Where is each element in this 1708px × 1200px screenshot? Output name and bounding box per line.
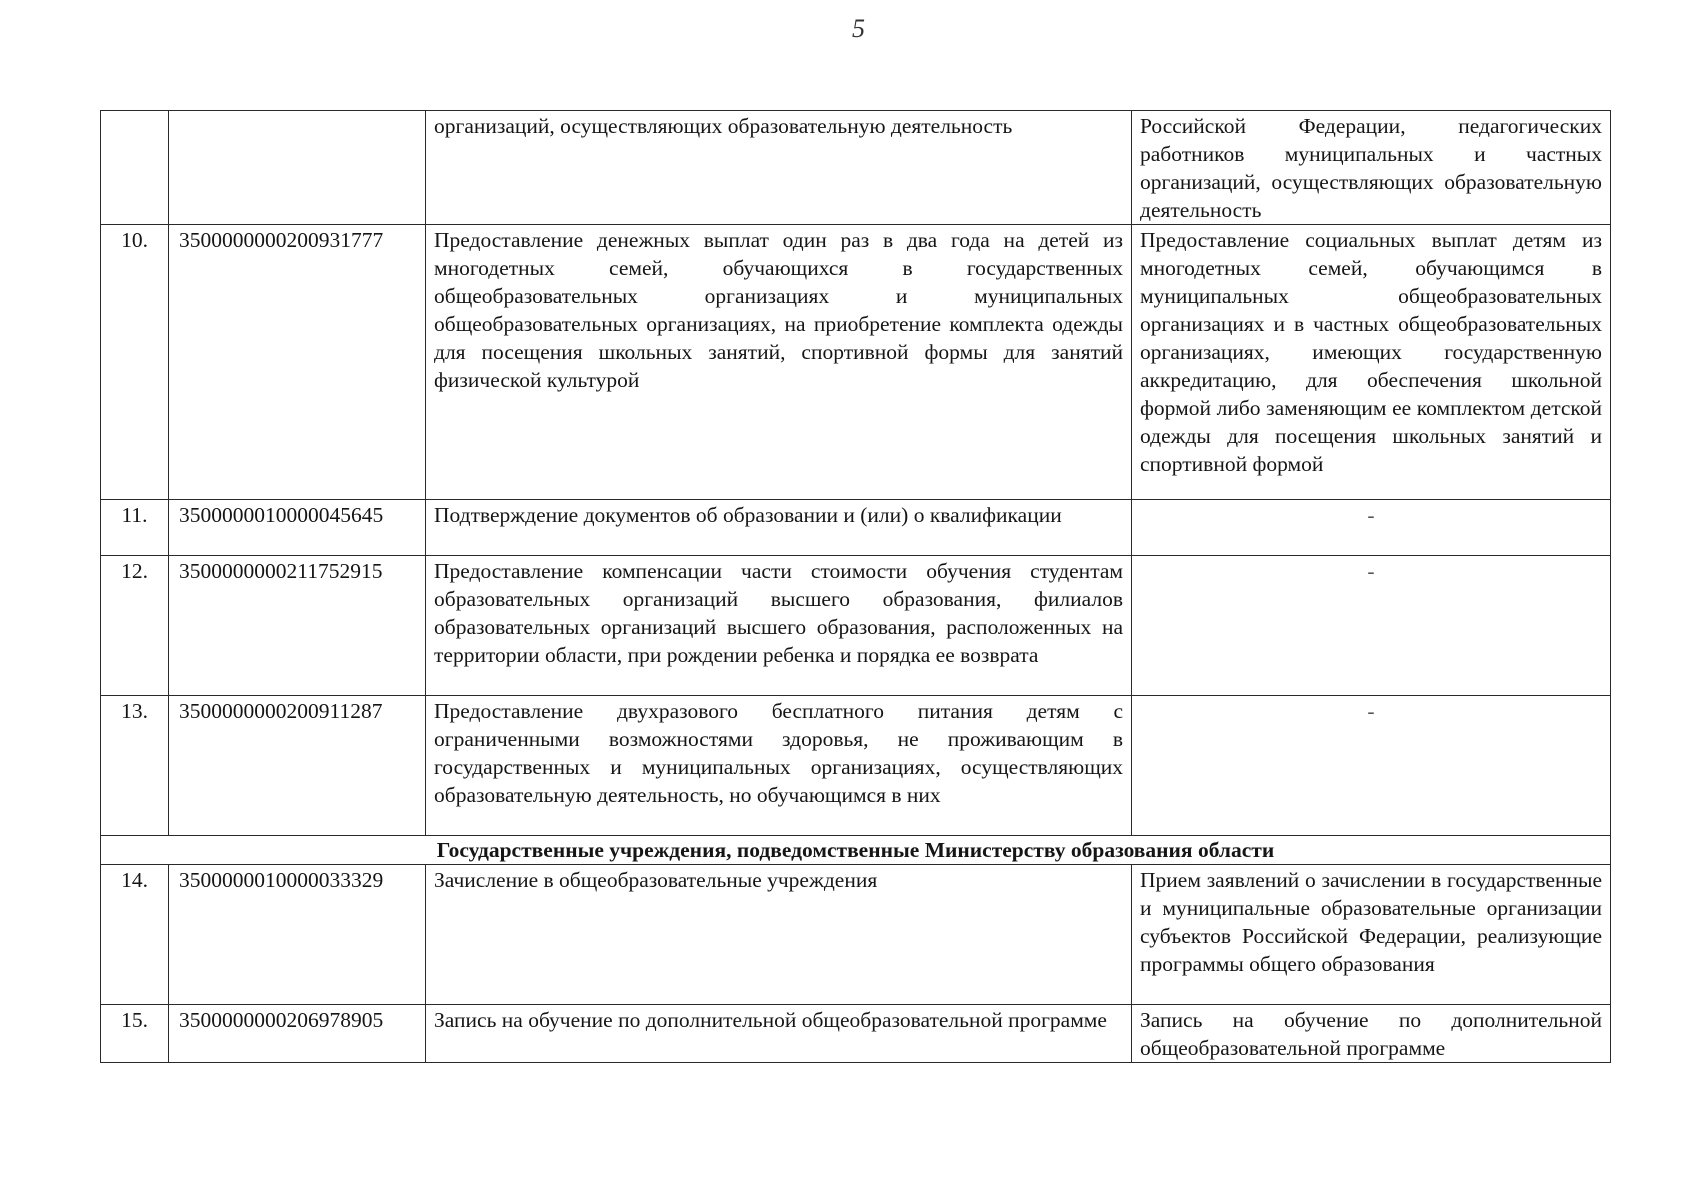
service-name: Предоставление денежных выплат один раз в два года на детей из многодетных семей, обучающихся в государственных общеобразовательных организациях и муниципальных общеобразовательных организациях, на приобретение комплекта одежды для посещения школьных занятий, спортивной формы для занятий физической культурой [426,225,1132,500]
row-number: 11. [101,500,169,556]
section-heading: Государственные учреждения, подведомственные Министерству образования области [101,836,1611,865]
service-code: 3500000000200931777 [169,225,426,500]
row-number: 14. [101,865,169,1005]
services-table [100,110,1611,1063]
row-number: 10. [101,225,169,500]
table-row [101,500,1611,556]
service-code [169,111,426,225]
federal-service-name: - [1132,696,1611,836]
federal-service-name: - [1132,556,1611,696]
row-number: 12. [101,556,169,696]
row-number [101,111,169,225]
service-code: 3500000000200911287 [169,696,426,836]
service-name: Предоставление компенсации части стоимости обучения студентам образовательных организаций высшего образования, филиалов образовательных организаций высшего образования, расположенных на территории области, при рождении ребенка и порядка ее возврата [426,556,1132,696]
table-row [101,225,1611,500]
section-heading-row [101,836,1611,865]
page-number: 5 [852,14,865,43]
service-code: 3500000010000045645 [169,500,426,556]
federal-service-name: Предоставление социальных выплат детям из многодетных семей, обучающимся в муниципальных общеобразовательных организациях и в частных общеобразовательных организациях, имеющих государственную аккредитацию, для обеспечения школьной формой либо заменяющим ее комплектом детской одежды для посещения школьных занятий и спортивной формой [1132,225,1611,500]
row-number: 15. [101,1005,169,1063]
table-row [101,111,1611,225]
federal-service-name: Запись на обучение по дополнительной общеобразовательной программе [1132,1005,1611,1063]
service-code: 3500000000206978905 [169,1005,426,1063]
service-name: Запись на обучение по дополнительной общеобразовательной программе [426,1005,1132,1063]
service-code: 3500000000211752915 [169,556,426,696]
federal-service-name: - [1132,500,1611,556]
table-row [101,1005,1611,1063]
service-name: Предоставление двухразового бесплатного питания детям с ограниченными возможностями здоровья, не проживающим в государственных и муниципальных организациях, осуществляющих образовательную деятельность, но обучающимся в них [426,696,1132,836]
service-name: Зачисление в общеобразовательные учреждения [426,865,1132,1005]
table-row [101,696,1611,836]
table-row [101,865,1611,1005]
row-number: 13. [101,696,169,836]
table-row [101,556,1611,696]
federal-service-name: Прием заявлений о зачислении в государственные и муниципальные образовательные организации субъектов Российской Федерации, реализующие программы общего образования [1132,865,1611,1005]
service-name: Подтверждение документов об образовании и (или) о квалификации [426,500,1132,556]
service-code: 3500000010000033329 [169,865,426,1005]
service-name: организаций, осуществляющих образовательную деятельность [426,111,1132,225]
federal-service-name: Российской Федерации, педагогических работников муниципальных и частных организаций, осуществляющих образовательную деятельность [1132,111,1611,225]
